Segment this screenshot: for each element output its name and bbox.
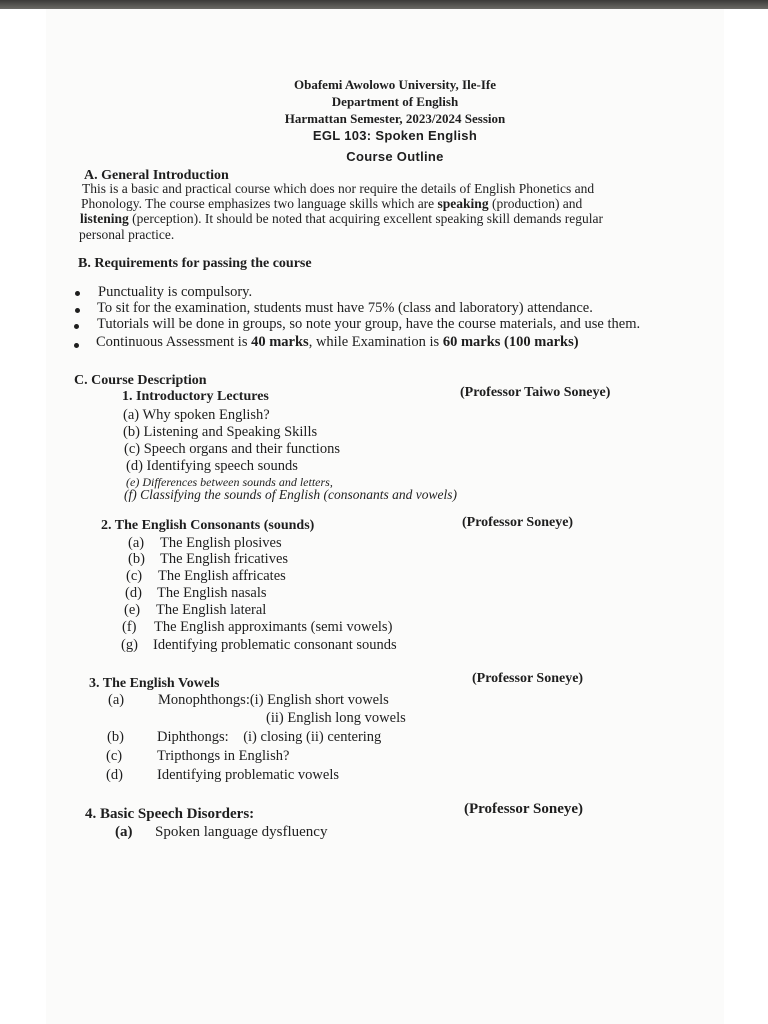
lecture-2-item: (g) Identifying problematic consonant sounds [121, 637, 397, 653]
bullet-icon [74, 343, 79, 348]
lecture-1-lecturer: (Professor Taiwo Soneye) [460, 385, 611, 400]
lecture-4-title: 4. Basic Speech Disorders: [85, 806, 255, 822]
bullet-icon [75, 308, 80, 313]
section-c-heading: C. Course Description [74, 373, 207, 388]
lecture-3-lecturer: (Professor Soneye) [472, 671, 584, 686]
lecture-2-item: (d) The English nasals [125, 585, 267, 601]
university-name: Obafemi Awolowo University, Ile-Ife [294, 77, 496, 92]
lecture-3-item: (ii) English long vowels [266, 710, 406, 726]
section-b-heading: B. Requirements for passing the course [78, 256, 312, 271]
lecture-1-item: (b) Listening and Speaking Skills [123, 424, 318, 440]
lecture-2-item: (e) The English lateral [124, 602, 267, 618]
bullet-icon [74, 324, 79, 329]
lecture-1-item: (a) Why spoken English? [123, 407, 270, 423]
lecture-3-item: (b) Diphthongs: (i) closing (ii) centering [107, 729, 382, 745]
lecture-3-title: 3. The English Vowels [89, 676, 220, 691]
scan-left-margin [0, 9, 46, 1024]
scan-top-edge [0, 0, 768, 9]
lecture-2-item: (b) The English fricatives [128, 551, 289, 567]
requirement-item: To sit for the examination, students must have 75% (class and laboratory) attendance. [97, 300, 593, 316]
lecture-1-item: (c) Speech organs and their functions [124, 441, 340, 457]
lecture-3-item: (a) Monophthongs:(i) English short vowels [108, 692, 389, 708]
lecture-1-item: (d) Identifying speech sounds [126, 458, 298, 474]
lecture-3-item: (c) Tripthongs in English? [106, 748, 290, 764]
section-a-heading: A. General Introduction [84, 168, 229, 183]
lecture-1-item: (e) Differences between sounds and letters, [126, 475, 333, 489]
intro-line-3: listening (perception). It should be noted that acquiring excellent speaking skill demands regular [80, 211, 603, 226]
intro-line-4: personal practice. [79, 227, 175, 242]
lecture-2-item: (c) The English affricates [126, 568, 286, 584]
requirement-item-marks: Continuous Assessment is 40 marks, while Examination is 60 marks (100 marks) [96, 334, 579, 350]
requirement-item: Punctuality is compulsory. [98, 284, 253, 300]
department-name: Department of English [331, 94, 459, 109]
lecture-2-title: 2. The English Consonants (sounds) [101, 518, 315, 533]
document-title: Course Outline [346, 149, 444, 164]
course-code-title: EGL 103: Spoken English [312, 128, 478, 143]
lecture-2-item: (a) The English plosives [128, 535, 282, 551]
lecture-1-item: (f) Classifying the sounds of English (consonants and vowels) [124, 487, 457, 502]
lecture-4-item: (a) Spoken language dysfluency [115, 824, 328, 840]
lecture-2-item: (f) The English approximants (semi vowels) [122, 619, 393, 635]
intro-line-2: Phonology. The course emphasizes two language skills which are speaking (production) and [81, 196, 583, 211]
bullet-icon [75, 291, 80, 296]
intro-line-1: This is a basic and practical course which does nor require the details of English Phonetics and [82, 181, 595, 196]
lecture-1-title: 1. Introductory Lectures [122, 389, 269, 404]
lecture-2-lecturer: (Professor Soneye) [462, 515, 574, 530]
requirement-item: Tutorials will be done in groups, so note your group, have the course materials, and use them. [97, 316, 641, 332]
semester-session: Harmattan Semester, 2023/2024 Session [284, 111, 506, 126]
lecture-4-lecturer: (Professor Soneye) [464, 801, 584, 817]
lecture-3-item: (d) Identifying problematic vowels [106, 767, 340, 783]
